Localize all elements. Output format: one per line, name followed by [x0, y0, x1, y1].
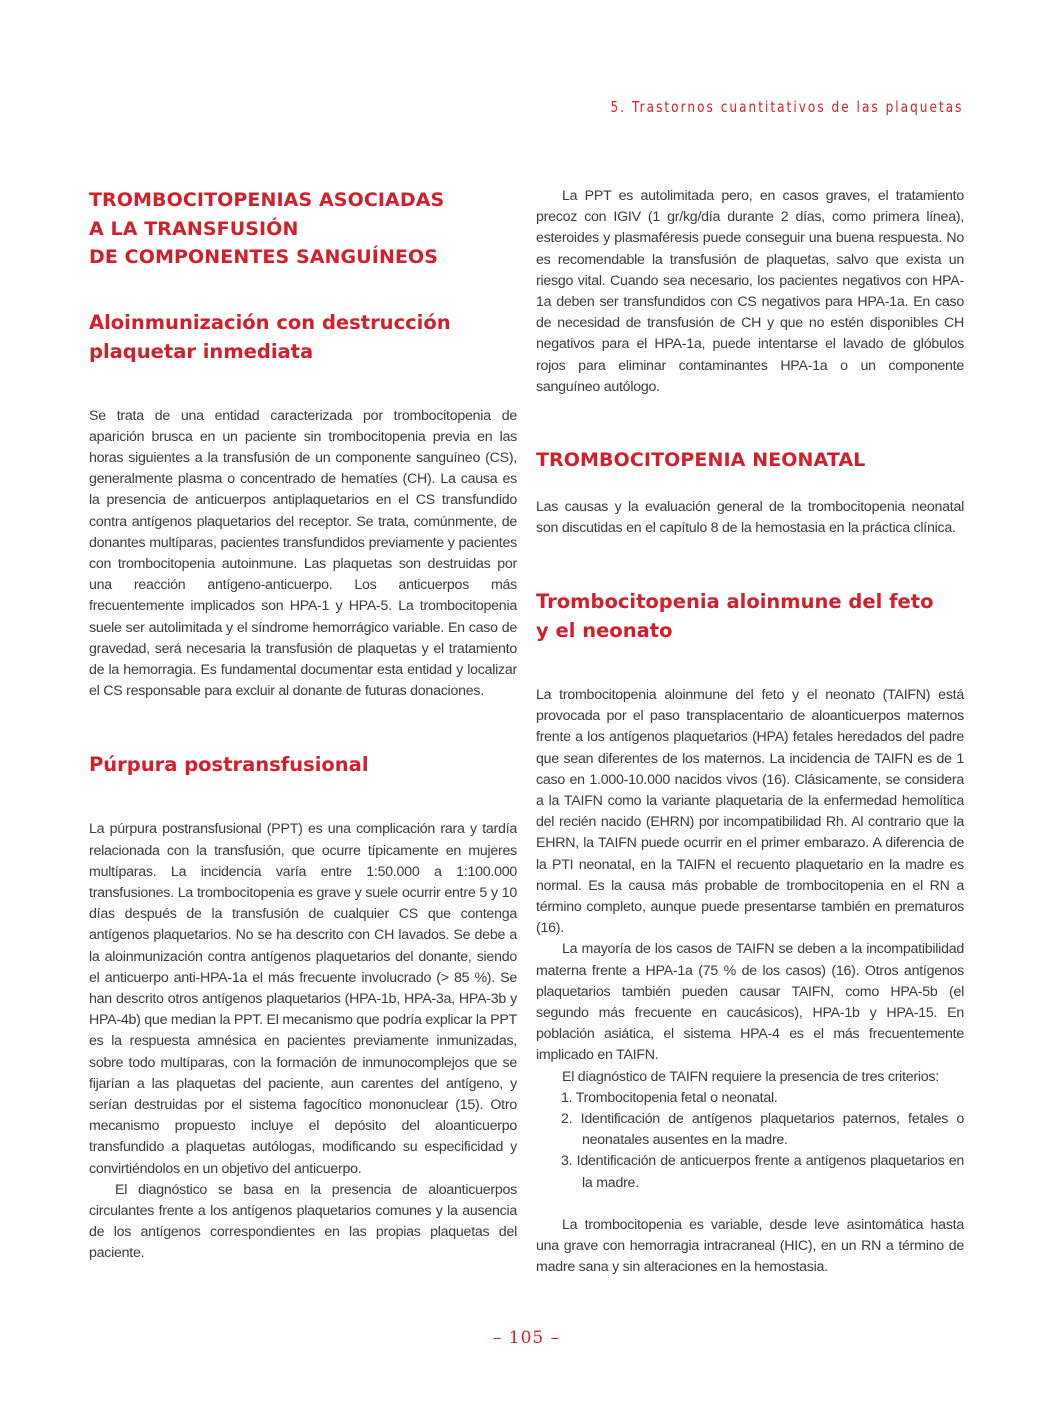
- heading-line: DE COMPONENTES SANGUÍNEOS: [89, 246, 439, 268]
- paragraph: Las causas y la evaluación general de la trombocitopenia neonatal son discutidas en el capítulo 8 de la hemostasia en la práctica clínica.: [536, 498, 964, 536]
- criteria-list: [536, 1088, 964, 1194]
- heading-line: Aloinmunización con destrucción: [89, 310, 451, 334]
- list-item: 3. Identificación de anticuerpos frente a antígenos plaquetarios en la madre.: [561, 1153, 964, 1191]
- paragraph: La PPT es autolimitada pero, en casos graves, el tratamiento precoz con IGIV (1 gr/kg/día durante 2 días, como primera línea), esteroides y plasmaféresis puede conseguir una buena respuesta. No es recomendable la transfusión de plaquetas, salvo que exista un riesgo vital. Cuando sea necesario, los pacientes negativos con HPA-1a deben ser transfundidos con CS negativos para HPA-1a. En caso de necesidad de transfusión de CH y que no estén disponibles CH negativos para el HPA-1a, puede intentarse el lavado de glóbulos rojos para eliminar contaminantes HPA-1a o un componente sanguíneo autólogo.: [536, 188, 964, 395]
- paragraph: La trombocitopenia aloinmune del feto y el neonato (TAIFN) está provocada por el paso transplacentario de aloanticuerpos maternos frente a los antígenos plaquetarios (HPA) fetales heredados del padre que sean diferentes de los maternos. La incidencia de TAIFN es de 1 caso en 1.000-10.000 nacidos vivos (16). Clásicamente, se considera a la TAIFN como la variante plaquetaria de la enfermedad hemolítica del recién nacido (EHRN) por incompatibilidad Rh. Al contrario que la EHRN, la TAIFN puede ocurrir en el primer embarazo. A diferencia de la PTI neonatal, en la TAIFN el recuento plaquetario en la madre es normal. Es la causa más probable de trombocitopenia en el RN a término completo, aunque puede presentarse también en prematuros (16).: [536, 686, 964, 937]
- paragraph: Se trata de una entidad caracterizada por trombocitopenia de aparición brusca en un paciente sin trombocitopenia previa en las horas siguientes a la transfusión de un componente sanguíneo (CS), generalmente plasma o concentrado de hematíes (CH). La causa es la presencia de anticuerpos antiplaquetarios en el CS transfundido contra antígenos plaquetarios del receptor. Se trata, comúnmente, de donantes multíparas, pacientes transfundidos previamente y pacientes con trombocitopenia autoinmune. Las plaquetas son destruidas por una reacción antígeno-anticuerpo. Los anticuerpos más frecuentemente implicados son HPA-1 y HPA-5. La trombocitopenia suele ser autolimitada y el síndrome hemorrágico variable. En caso de gravedad, será necesaria la transfusión de plaquetas y el tratamiento de la hemorragia. Es fundamental documentar esta entidad y localizar el CS responsable para excluir al donante de futuras donaciones.: [89, 407, 517, 700]
- heading-line: y el neonato: [536, 618, 673, 642]
- paragraph: El diagnóstico se basa en la presencia de aloanticuerpos circulantes frente a los antígenos plaquetarios comunes y la ausencia de los antígenos correspondientes en las propias plaquetas del paciente.: [89, 1181, 517, 1262]
- running-header: 5. Trastornos cuantitativos de las plaquetas: [610, 98, 963, 116]
- heading-line: Trombocitopenia aloinmune del feto: [536, 589, 934, 613]
- list-item: 2. Identificación de antígenos plaquetarios paternos, fetales o neonatales ausentes en la madre.: [561, 1111, 964, 1149]
- list-item: 1. Trombocitopenia fetal o neonatal.: [561, 1089, 778, 1106]
- paragraph: La trombocitopenia es variable, desde leve asintomática hasta una grave con hemorragia intracraneal (HIC), en un RN a término de madre sana y sin alteraciones en la hemostasia.: [536, 1216, 964, 1276]
- section-heading-neonatal: TROMBOCITOPENIA NEONATAL: [536, 449, 866, 472]
- section-heading-transfusion: [89, 186, 517, 272]
- subheading-aloinmunizacion: [89, 308, 517, 366]
- heading-line: TROMBOCITOPENIAS ASOCIADAS: [89, 189, 445, 211]
- heading-line: A LA TRANSFUSIÓN: [89, 217, 299, 240]
- page-number: – 105 –: [492, 1328, 561, 1348]
- paragraph: La mayoría de los casos de TAIFN se deben a la incompatibilidad materna frente a HPA-1a (75 % de los casos) (16). Otros antígenos plaquetarios también pueden causar TAIFN, como HPA-5b (el segundo más frecuente en caucásicos), HPA-1b y HPA-15. En población asiática, el sistema HPA-4 es el más frecuentemente implicado en TAIFN.: [536, 941, 964, 1064]
- left-column: [89, 186, 517, 1265]
- paragraph: El diagnóstico de TAIFN requiere la presencia de tres criterios:: [562, 1068, 939, 1085]
- heading-line: plaquetar inmediata: [89, 339, 314, 363]
- subheading-taifn: [536, 587, 964, 645]
- paragraph: La púrpura postransfusional (PPT) es una complicación rara y tardía relacionada con la transfusión, que ocurre típicamente en mujeres multíparas. La incidencia varía entre 1:50.000 a 1:100.000 transfusiones. La trombocitopenia es grave y suele ocurrir entre 5 y 10 días después de la transfusión de cualquier CS que contenga antígenos plaquetarios. No se ha descrito con CH lavados. Se debe a la aloinmunización contra antígenos plaquetarios del donante, siendo el anticuerpo anti-HPA-1a el más frecuente involucrado (> 85 %). Se han descrito otros antígenos plaquetarios (HPA-1b, HPA-3a, HPA-3b y HPA-4b) que median la PPT. El mecanismo que podría explicar la PPT es la respuesta amnésica en pacientes previamente inmunizadas, sobre todo multíparas, con la formación de inmunocomplejos que se fijarían a las plaquetas del paciente, aun carentes del antígeno, y serían destruidas por el sistema fagocítico mononuclear (15). Otro mecanismo propuesto incluye el depósito del aloanticuerpo transfundido a plaquetas autólogas, modificando su especificidad y convirtiéndolos en un objetivo del anticuerpo.: [89, 821, 517, 1177]
- subheading-purpura: Púrpura postransfusional: [89, 753, 369, 777]
- right-column: [536, 186, 964, 1278]
